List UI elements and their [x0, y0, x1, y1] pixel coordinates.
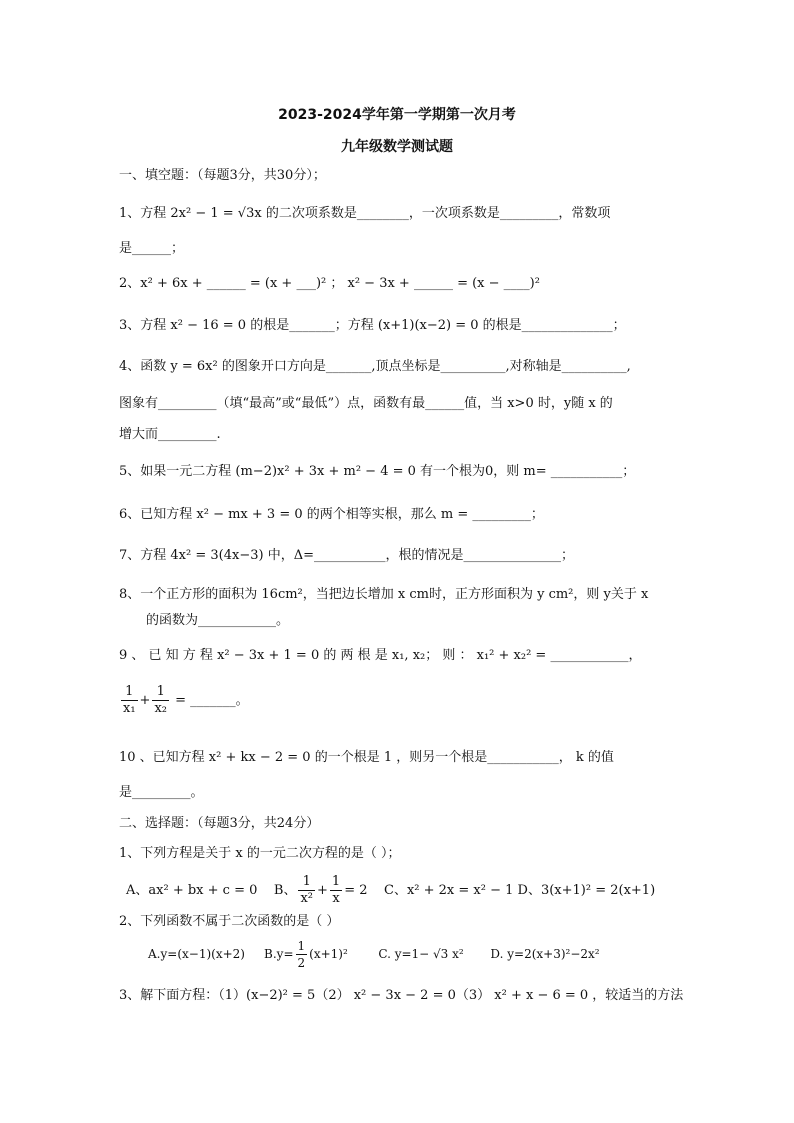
option-2b-label: B.y=: [264, 947, 294, 961]
question-8b: 的函数为____________。: [146, 613, 290, 628]
option-1b-tail: = 2: [344, 883, 368, 898]
option-2b-tail: (x+1)²: [309, 947, 348, 961]
question-3: 3、方程 x² − 16 = 0 的根是_______；方程 (x+1)(x−2) = 0 的根是______________；: [119, 318, 626, 333]
question-4c: 增大而_________.: [119, 427, 221, 442]
fraction-1-over-x2: $\frac{1}{\text{x₂}}$: [154, 684, 167, 716]
question-8a: 8、一个正方形的面积为 16cm²，当把边长增加 x cm时，正方形面积为 y cm²，则 y关于 x: [119, 587, 649, 602]
section2-heading: 二、选择题：（每题3分，共24分）: [119, 816, 320, 831]
question-4a: 4、函数 y = 6x² 的图象开口方向是_______,顶点坐标是__________,对称轴是__________,: [119, 359, 631, 374]
fraction-1-over-2: $\frac{1}{2}$: [297, 939, 306, 970]
mc-question-2: 2、下列函数不属于二次函数的是（ ）: [119, 914, 340, 929]
option-2c: C. y=1− √3 x²: [378, 947, 464, 961]
question-1a: 1、方程 2x² − 1 = √3x 的二次项系数是________，一次项系数是_________，常数项: [119, 206, 611, 221]
question-9b-tail: = _______。: [171, 693, 249, 708]
fraction-1-over-x: $\frac{1}{x}$: [331, 874, 341, 906]
question-10b: 是_________。: [119, 785, 204, 800]
question-10a: 10 、已知方程 x² + kx − 2 = 0 的一个根是 1 ，则另一个根是___________， k 的值: [119, 750, 614, 765]
option-1cd: C、x² + 2x = x² − 1 D、3(x+1)² = 2(x+1): [384, 883, 656, 898]
fraction-1-over-x2sq: $\frac{1}{\text{x²}}$: [300, 874, 313, 906]
option-1b-label: B、: [273, 883, 297, 898]
page-title: 2023-2024学年第一学期第一次月考: [278, 107, 516, 123]
mc-question-1-options: A、ax² + bx + c = 0 B、 $\frac{1}{\text{x²}}$ + $\frac{1}{x}$ = 2 C、x² + 2x = x² − 1 D、3(x+1)² = 2(x+1): [126, 874, 656, 906]
option-1a: A、ax² + bx + c = 0: [126, 883, 258, 898]
question-9a: 9 、 已 知 方 程 x² − 3x + 1 = 0 的 两 根 是 x₁, x₂； 则 ： x₁² + x₂² = ____________，: [119, 648, 642, 663]
section1-heading: 一、填空题：（每题3分，共30分）；: [119, 168, 326, 183]
question-5: 5、如果一元二方程 (m−2)x² + 3x + m² − 4 = 0 有一个根为0，则 m= ___________；: [119, 464, 636, 479]
question-9b: $\frac{1}{\text{x₁}}$ + $\frac{1}{\text{x₂}}$ = _______。: [123, 684, 249, 716]
question-6: 6、已知方程 x² − mx + 3 = 0 的两个相等实根，那么 m = _________；: [119, 507, 544, 522]
fraction-1-over-x1: $\frac{1}{\text{x₁}}$: [123, 684, 136, 716]
question-7: 7、方程 4x² = 3(4x−3) 中，Δ=___________，根的情况是_______________；: [119, 548, 574, 563]
mc-question-1: 1、下列方程是关于 x 的一元二次方程的是（ ）；: [119, 846, 401, 861]
question-1b: 是______；: [119, 241, 185, 256]
mc-question-3: 3、解下面方程：（1）(x−2)² = 5（2） x² − 3x − 2 = 0（3） x² + x − 6 = 0 ，较适当的方法: [119, 988, 684, 1003]
page-subtitle: 九年级数学测试题: [341, 139, 453, 155]
question-4b: 图象有_________（填“最高”或“最低”）点，函数有最______值，当 x>0 时，y随 x 的: [119, 396, 613, 411]
option-2a: A.y=(x−1)(x+2): [148, 947, 245, 961]
question-2: 2、x² + 6x + ______ = (x + ___)² ； x² − 3x + ______ = (x − ____)²: [119, 276, 540, 291]
option-2d: D. y=2(x+3)²−2x²: [490, 947, 600, 961]
mc-question-2-options: [148, 938, 600, 971]
